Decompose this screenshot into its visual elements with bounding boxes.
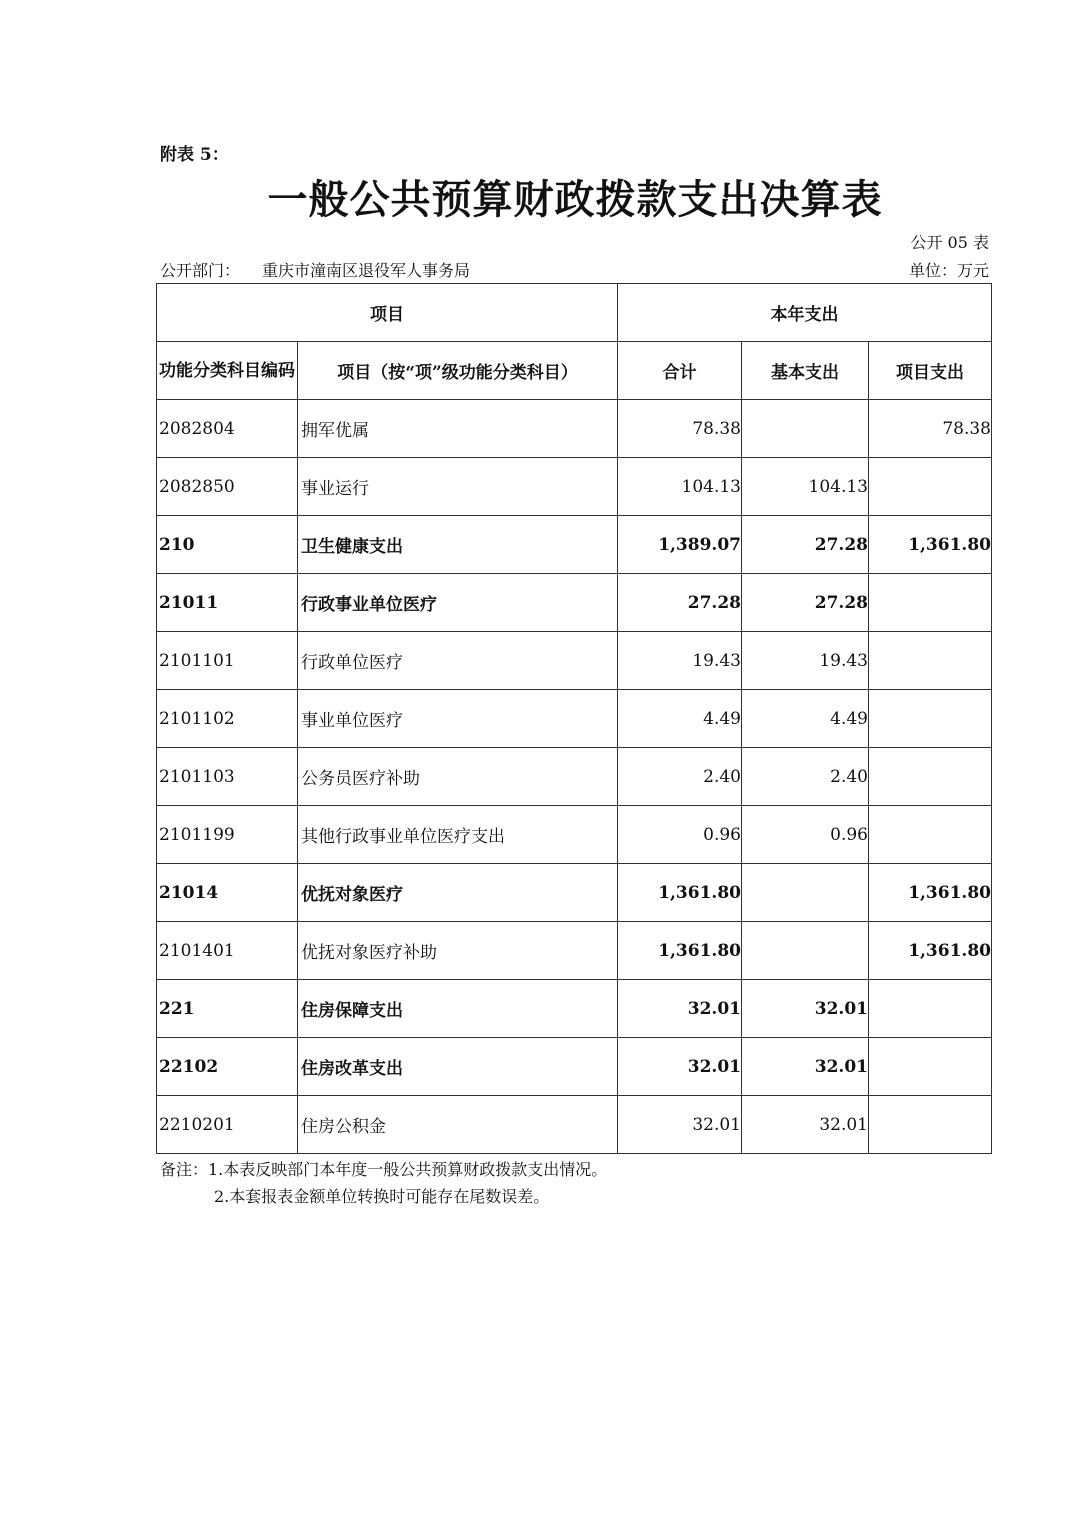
table-row bbox=[157, 1096, 992, 1154]
row-name: 优抚对象医疗补助 bbox=[298, 922, 618, 980]
table-row bbox=[157, 748, 992, 806]
row-total: 0.96 bbox=[618, 806, 742, 864]
row-project bbox=[869, 1038, 992, 1096]
department-name: 重庆市潼南区退役军人事务局 bbox=[262, 261, 471, 280]
table-row bbox=[157, 400, 992, 458]
row-name: 行政单位医疗 bbox=[298, 632, 618, 690]
table-row bbox=[157, 690, 992, 748]
row-basic: 104.13 bbox=[742, 458, 869, 516]
row-basic: 27.28 bbox=[742, 516, 869, 574]
row-code: 22102 bbox=[157, 1038, 298, 1096]
row-name: 优抚对象医疗 bbox=[298, 864, 618, 922]
row-basic: 19.43 bbox=[742, 632, 869, 690]
row-name: 住房公积金 bbox=[298, 1096, 618, 1154]
row-basic: 32.01 bbox=[742, 1096, 869, 1154]
note-2: 2.本套报表金额单位转换时可能存在尾数误差。 bbox=[214, 1187, 550, 1206]
row-code: 2101101 bbox=[157, 632, 298, 690]
row-name: 事业运行 bbox=[298, 458, 618, 516]
row-project bbox=[869, 690, 992, 748]
header-basic: 基本支出 bbox=[742, 342, 869, 400]
table-row bbox=[157, 458, 992, 516]
row-name: 事业单位医疗 bbox=[298, 690, 618, 748]
row-basic bbox=[742, 400, 869, 458]
row-total: 19.43 bbox=[618, 632, 742, 690]
table-row bbox=[157, 516, 992, 574]
row-name: 公务员医疗补助 bbox=[298, 748, 618, 806]
header-current-year: 本年支出 bbox=[618, 284, 992, 342]
row-name: 拥军优属 bbox=[298, 400, 618, 458]
row-project bbox=[869, 980, 992, 1038]
row-name: 行政事业单位医疗 bbox=[298, 574, 618, 632]
row-code: 2101102 bbox=[157, 690, 298, 748]
row-code: 210 bbox=[157, 516, 298, 574]
row-project: 1,361.80 bbox=[869, 922, 992, 980]
row-basic: 27.28 bbox=[742, 574, 869, 632]
row-basic: 32.01 bbox=[742, 1038, 869, 1096]
header-item: 项目（按“项”级功能分类科目） bbox=[298, 342, 618, 400]
row-total: 27.28 bbox=[618, 574, 742, 632]
row-basic bbox=[742, 922, 869, 980]
header-project: 项目 bbox=[157, 284, 618, 342]
note-1: 备注：1.本表反映部门本年度一般公共预算财政拨款支出情况。 bbox=[160, 1160, 608, 1179]
attachment-label: 附表 5： bbox=[160, 145, 229, 165]
table-body bbox=[157, 400, 992, 1154]
header-total: 合计 bbox=[618, 342, 742, 400]
header-code: 功能分类科目编码 bbox=[157, 342, 298, 400]
table-row bbox=[157, 864, 992, 922]
row-code: 2101401 bbox=[157, 922, 298, 980]
row-basic: 32.01 bbox=[742, 980, 869, 1038]
row-code: 221 bbox=[157, 980, 298, 1038]
row-project bbox=[869, 632, 992, 690]
row-total: 32.01 bbox=[618, 980, 742, 1038]
row-project bbox=[869, 574, 992, 632]
meta-line bbox=[160, 258, 989, 281]
row-code: 21014 bbox=[157, 864, 298, 922]
table-row bbox=[157, 1038, 992, 1096]
row-total: 32.01 bbox=[618, 1096, 742, 1154]
row-project bbox=[869, 458, 992, 516]
unit-label: 单位：万元 bbox=[908, 261, 989, 280]
expenditure-table bbox=[156, 283, 992, 1154]
header-project-exp: 项目支出 bbox=[869, 342, 992, 400]
row-project bbox=[869, 806, 992, 864]
row-code: 21011 bbox=[157, 574, 298, 632]
table-row bbox=[157, 922, 992, 980]
table-row bbox=[157, 980, 992, 1038]
row-total: 104.13 bbox=[618, 458, 742, 516]
row-total: 1,361.80 bbox=[618, 864, 742, 922]
row-basic: 4.49 bbox=[742, 690, 869, 748]
row-total: 32.01 bbox=[618, 1038, 742, 1096]
row-name: 住房保障支出 bbox=[298, 980, 618, 1038]
row-name: 住房改革支出 bbox=[298, 1038, 618, 1096]
table-row bbox=[157, 806, 992, 864]
notes bbox=[160, 1156, 607, 1210]
department bbox=[160, 258, 492, 281]
row-project: 78.38 bbox=[869, 400, 992, 458]
row-project bbox=[869, 748, 992, 806]
page-title: 一般公共预算财政拨款支出决算表 bbox=[267, 176, 883, 223]
form-code: 公开 05 表 bbox=[910, 233, 989, 252]
row-project: 1,361.80 bbox=[869, 864, 992, 922]
row-name: 卫生健康支出 bbox=[298, 516, 618, 574]
row-total: 78.38 bbox=[618, 400, 742, 458]
table-row bbox=[157, 574, 992, 632]
row-total: 1,389.07 bbox=[618, 516, 742, 574]
row-total: 4.49 bbox=[618, 690, 742, 748]
row-basic: 2.40 bbox=[742, 748, 869, 806]
row-total: 1,361.80 bbox=[618, 922, 742, 980]
row-basic: 0.96 bbox=[742, 806, 869, 864]
row-name: 其他行政事业单位医疗支出 bbox=[298, 806, 618, 864]
row-code: 2101199 bbox=[157, 806, 298, 864]
department-label: 公开部门： bbox=[160, 261, 241, 280]
row-project: 1,361.80 bbox=[869, 516, 992, 574]
row-code: 2082804 bbox=[157, 400, 298, 458]
row-project bbox=[869, 1096, 992, 1154]
row-code: 2082850 bbox=[157, 458, 298, 516]
table-row bbox=[157, 632, 992, 690]
row-code: 2101103 bbox=[157, 748, 298, 806]
row-code: 2210201 bbox=[157, 1096, 298, 1154]
row-total: 2.40 bbox=[618, 748, 742, 806]
row-basic bbox=[742, 864, 869, 922]
